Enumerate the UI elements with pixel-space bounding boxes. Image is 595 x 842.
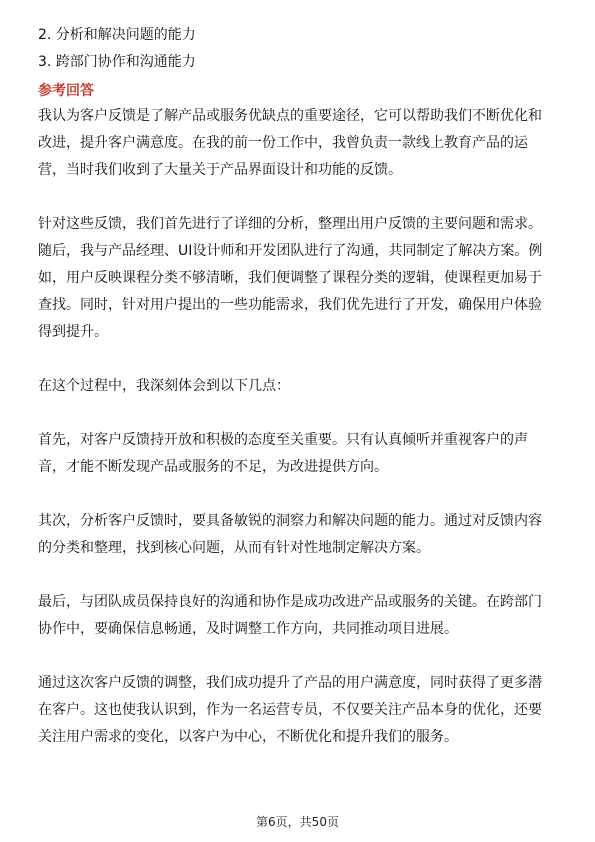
paragraph-line: 营，当时我们收到了大量关于产品界面设计和功能的反馈。 <box>38 162 402 178</box>
paragraph-line: 其次，分析客户反馈时，要具备敏锐的洞察力和解决问题的能力。通过对反馈内容 <box>38 513 542 529</box>
paragraph-line: 协作中，要确保信息畅通，及时调整工作方向，共同推动项目进展。 <box>38 621 458 637</box>
paragraph-line: 在客户。这也使我认识到，作为一名运营专员，不仅要关注产品本身的优化，还要 <box>38 702 542 718</box>
paragraph <box>38 670 558 751</box>
paragraph-line: 通过这次客户反馈的调整，我们成功提升了产品的用户满意度，同时获得了更多潜 <box>38 675 542 691</box>
page-number-footer: 第6页，共50页 <box>256 815 339 829</box>
paragraph-line: 我认为客户反馈是了解产品或服务优缺点的重要途径，它可以帮助我们不断优化和 <box>38 108 542 124</box>
paragraph <box>38 508 558 562</box>
paragraph-line: 的分类和整理，找到核心问题，从而有针对性地制定解决方案。 <box>38 540 430 556</box>
paragraph <box>38 589 558 643</box>
list-item: 3. 跨部门协作和沟通能力 <box>38 54 196 70</box>
paragraph-line: 关注用户需求的变化，以客户为中心，不断优化和提升我们的服务。 <box>38 729 458 745</box>
section-heading: 参考回答 <box>38 83 94 99</box>
paragraph-line: 针对这些反馈，我们首先进行了详细的分析，整理出用户反馈的主要问题和需求。 <box>38 216 542 232</box>
page-content <box>38 22 558 751</box>
paragraph-line: 改进，提升客户满意度。在我的前一份工作中，我曾负责一款线上教育产品的运 <box>38 135 528 151</box>
paragraph <box>38 373 558 400</box>
paragraph-line: 查找。同时，针对用户提出的一些功能需求，我们优先进行了开发，确保用户体验 <box>38 297 542 313</box>
paragraph <box>38 103 558 184</box>
paragraph <box>38 211 558 346</box>
paragraph-line: 最后，与团队成员保持良好的沟通和协作是成功改进产品或服务的关键。在跨部门 <box>38 594 542 610</box>
paragraph <box>38 427 558 481</box>
paragraph-line: 在这个过程中，我深刻体会到以下几点： <box>38 378 290 394</box>
paragraph-line: 随后，我与产品经理、UI设计师和开发团队进行了沟通，共同制定了解决方案。例 <box>38 243 543 259</box>
paragraph-line: 如，用户反映课程分类不够清晰，我们便调整了课程分类的逻辑，使课程更加易于 <box>38 270 542 286</box>
paragraph-line: 首先，对客户反馈持开放和积极的态度至关重要。只有认真倾听并重视客户的声 <box>38 432 528 448</box>
list-item: 2. 分析和解决问题的能力 <box>38 27 196 43</box>
paragraph-line: 得到提升。 <box>38 324 108 340</box>
paragraph-line: 音，才能不断发现产品或服务的不足，为改进提供方向。 <box>38 459 388 475</box>
